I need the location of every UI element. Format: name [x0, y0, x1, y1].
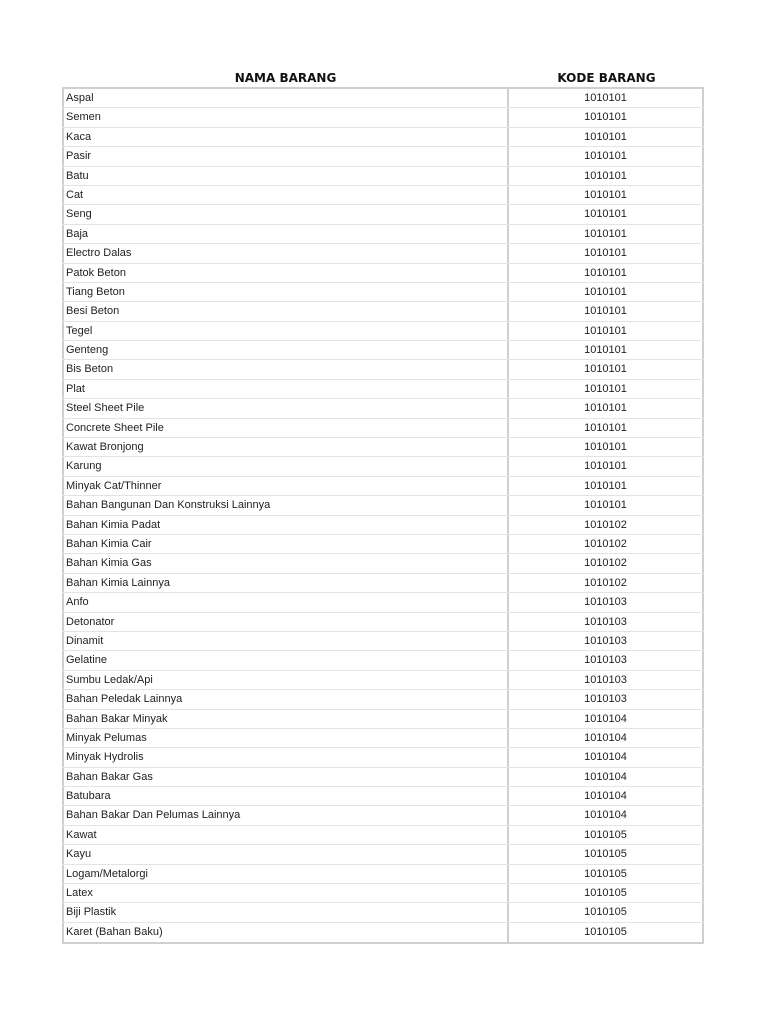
- table-row: [62, 89, 704, 108]
- item-code-cell: 1010102: [509, 574, 704, 592]
- item-code-cell: 1010101: [509, 341, 704, 359]
- item-name-cell: Logam/Metalorgi: [62, 865, 509, 883]
- table-row: [62, 147, 704, 166]
- item-name-cell: Bahan Bakar Dan Pelumas Lainnya: [62, 806, 509, 824]
- item-name-cell: Tegel: [62, 322, 509, 340]
- item-name-cell: Aspal: [62, 89, 509, 107]
- item-name-cell: Steel Sheet Pile: [62, 399, 509, 417]
- item-name-cell: Karung: [62, 457, 509, 475]
- table-row: [62, 923, 704, 942]
- table-row: [62, 651, 704, 670]
- table-row: [62, 748, 704, 767]
- item-name-cell: Kawat: [62, 826, 509, 844]
- table-row: [62, 322, 704, 341]
- table-row: [62, 865, 704, 884]
- item-code-cell: 1010101: [509, 380, 704, 398]
- item-name-cell: Minyak Pelumas: [62, 729, 509, 747]
- item-code-cell: 1010101: [509, 264, 704, 282]
- item-name-cell: Biji Plastik: [62, 903, 509, 921]
- header-kode-barang: KODE BARANG: [557, 71, 656, 85]
- item-name-cell: Bahan Bakar Minyak: [62, 710, 509, 728]
- item-name-cell: Bahan Kimia Cair: [62, 535, 509, 553]
- item-name-cell: Genteng: [62, 341, 509, 359]
- table-row: [62, 535, 704, 554]
- item-code-cell: 1010103: [509, 632, 704, 650]
- item-name-cell: Bahan Bangunan Dan Konstruksi Lainnya: [62, 496, 509, 514]
- item-name-cell: Detonator: [62, 613, 509, 631]
- item-name-cell: Plat: [62, 380, 509, 398]
- item-code-cell: 1010101: [509, 186, 704, 204]
- table-row: [62, 108, 704, 127]
- table-row: [62, 457, 704, 476]
- table-row: [62, 302, 704, 321]
- table-row: [62, 845, 704, 864]
- item-code-cell: 1010104: [509, 768, 704, 786]
- table-row: [62, 671, 704, 690]
- item-code-cell: 1010102: [509, 554, 704, 572]
- item-code-cell: 1010103: [509, 613, 704, 631]
- table-header: [62, 69, 704, 88]
- table-row: [62, 554, 704, 573]
- item-name-cell: Cat: [62, 186, 509, 204]
- table-row: [62, 419, 704, 438]
- item-code-cell: 1010104: [509, 787, 704, 805]
- item-name-cell: Kawat Bronjong: [62, 438, 509, 456]
- item-code-cell: 1010101: [509, 477, 704, 495]
- item-code-cell: 1010101: [509, 225, 704, 243]
- item-name-cell: Electro Dalas: [62, 244, 509, 262]
- item-code-cell: 1010101: [509, 108, 704, 126]
- item-name-cell: Bahan Peledak Lainnya: [62, 690, 509, 708]
- item-name-cell: Anfo: [62, 593, 509, 611]
- item-code-cell: 1010101: [509, 167, 704, 185]
- item-code-cell: 1010105: [509, 903, 704, 921]
- item-name-cell: Minyak Cat/Thinner: [62, 477, 509, 495]
- item-code-cell: 1010103: [509, 651, 704, 669]
- header-nama-barang: NAMA BARANG: [234, 71, 337, 85]
- table-row: [62, 574, 704, 593]
- table-row: [62, 710, 704, 729]
- item-code-cell: 1010104: [509, 748, 704, 766]
- item-code-cell: 1010101: [509, 147, 704, 165]
- item-code-cell: 1010104: [509, 729, 704, 747]
- table-row: [62, 729, 704, 748]
- item-code-cell: 1010105: [509, 826, 704, 844]
- item-name-cell: Concrete Sheet Pile: [62, 419, 509, 437]
- table-row: [62, 205, 704, 224]
- table-row: [62, 360, 704, 379]
- item-code-cell: 1010101: [509, 205, 704, 223]
- item-name-cell: Tiang Beton: [62, 283, 509, 301]
- item-code-cell: 1010101: [509, 496, 704, 514]
- item-name-cell: Dinamit: [62, 632, 509, 650]
- item-code-cell: 1010103: [509, 671, 704, 689]
- item-name-cell: Bahan Kimia Padat: [62, 516, 509, 534]
- item-code-cell: 1010101: [509, 360, 704, 378]
- item-name-cell: Baja: [62, 225, 509, 243]
- table-row: [62, 128, 704, 147]
- item-name-cell: Kaca: [62, 128, 509, 146]
- table-row: [62, 167, 704, 186]
- item-code-cell: 1010105: [509, 865, 704, 883]
- item-code-cell: 1010101: [509, 322, 704, 340]
- item-name-cell: Besi Beton: [62, 302, 509, 320]
- table-row: [62, 244, 704, 263]
- item-code-cell: 1010103: [509, 690, 704, 708]
- item-code-cell: 1010102: [509, 516, 704, 534]
- item-name-cell: Semen: [62, 108, 509, 126]
- item-name-cell: Karet (Bahan Baku): [62, 923, 509, 942]
- item-code-cell: 1010101: [509, 457, 704, 475]
- item-code-cell: 1010101: [509, 302, 704, 320]
- item-code-cell: 1010101: [509, 89, 704, 107]
- table-row: [62, 884, 704, 903]
- item-name-cell: Sumbu Ledak/Api: [62, 671, 509, 689]
- table-row: [62, 826, 704, 845]
- item-code-cell: 1010104: [509, 806, 704, 824]
- item-code-cell: 1010105: [509, 845, 704, 863]
- item-name-cell: Patok Beton: [62, 264, 509, 282]
- item-code-cell: 1010104: [509, 710, 704, 728]
- table-row: [62, 496, 704, 515]
- table-row: [62, 903, 704, 922]
- table-row: [62, 690, 704, 709]
- item-name-cell: Kayu: [62, 845, 509, 863]
- table-row: [62, 632, 704, 651]
- table-row: [62, 186, 704, 205]
- item-name-cell: Bis Beton: [62, 360, 509, 378]
- table-row: [62, 787, 704, 806]
- table-row: [62, 593, 704, 612]
- item-name-cell: Latex: [62, 884, 509, 902]
- item-code-cell: 1010105: [509, 884, 704, 902]
- item-code-cell: 1010101: [509, 438, 704, 456]
- item-code-cell: 1010101: [509, 283, 704, 301]
- table-row: [62, 768, 704, 787]
- item-name-cell: Seng: [62, 205, 509, 223]
- table-row: [62, 806, 704, 825]
- table-row: [62, 283, 704, 302]
- item-code-cell: 1010101: [509, 419, 704, 437]
- item-name-cell: Gelatine: [62, 651, 509, 669]
- item-name-cell: Batu: [62, 167, 509, 185]
- item-code-cell: 1010105: [509, 923, 704, 942]
- table-row: [62, 477, 704, 496]
- item-name-cell: Minyak Hydrolis: [62, 748, 509, 766]
- item-code-cell: 1010101: [509, 399, 704, 417]
- item-code-cell: 1010102: [509, 535, 704, 553]
- item-name-cell: Pasir: [62, 147, 509, 165]
- table-row: [62, 225, 704, 244]
- item-name-cell: Batubara: [62, 787, 509, 805]
- item-name-cell: Bahan Bakar Gas: [62, 768, 509, 786]
- table-row: [62, 438, 704, 457]
- table-row: [62, 380, 704, 399]
- table-row: [62, 613, 704, 632]
- table-row: [62, 399, 704, 418]
- items-table: [62, 87, 704, 944]
- table-row: [62, 341, 704, 360]
- table-row: [62, 516, 704, 535]
- item-code-cell: 1010101: [509, 244, 704, 262]
- item-name-cell: Bahan Kimia Gas: [62, 554, 509, 572]
- item-code-cell: 1010103: [509, 593, 704, 611]
- table-row: [62, 264, 704, 283]
- item-code-cell: 1010101: [509, 128, 704, 146]
- item-name-cell: Bahan Kimia Lainnya: [62, 574, 509, 592]
